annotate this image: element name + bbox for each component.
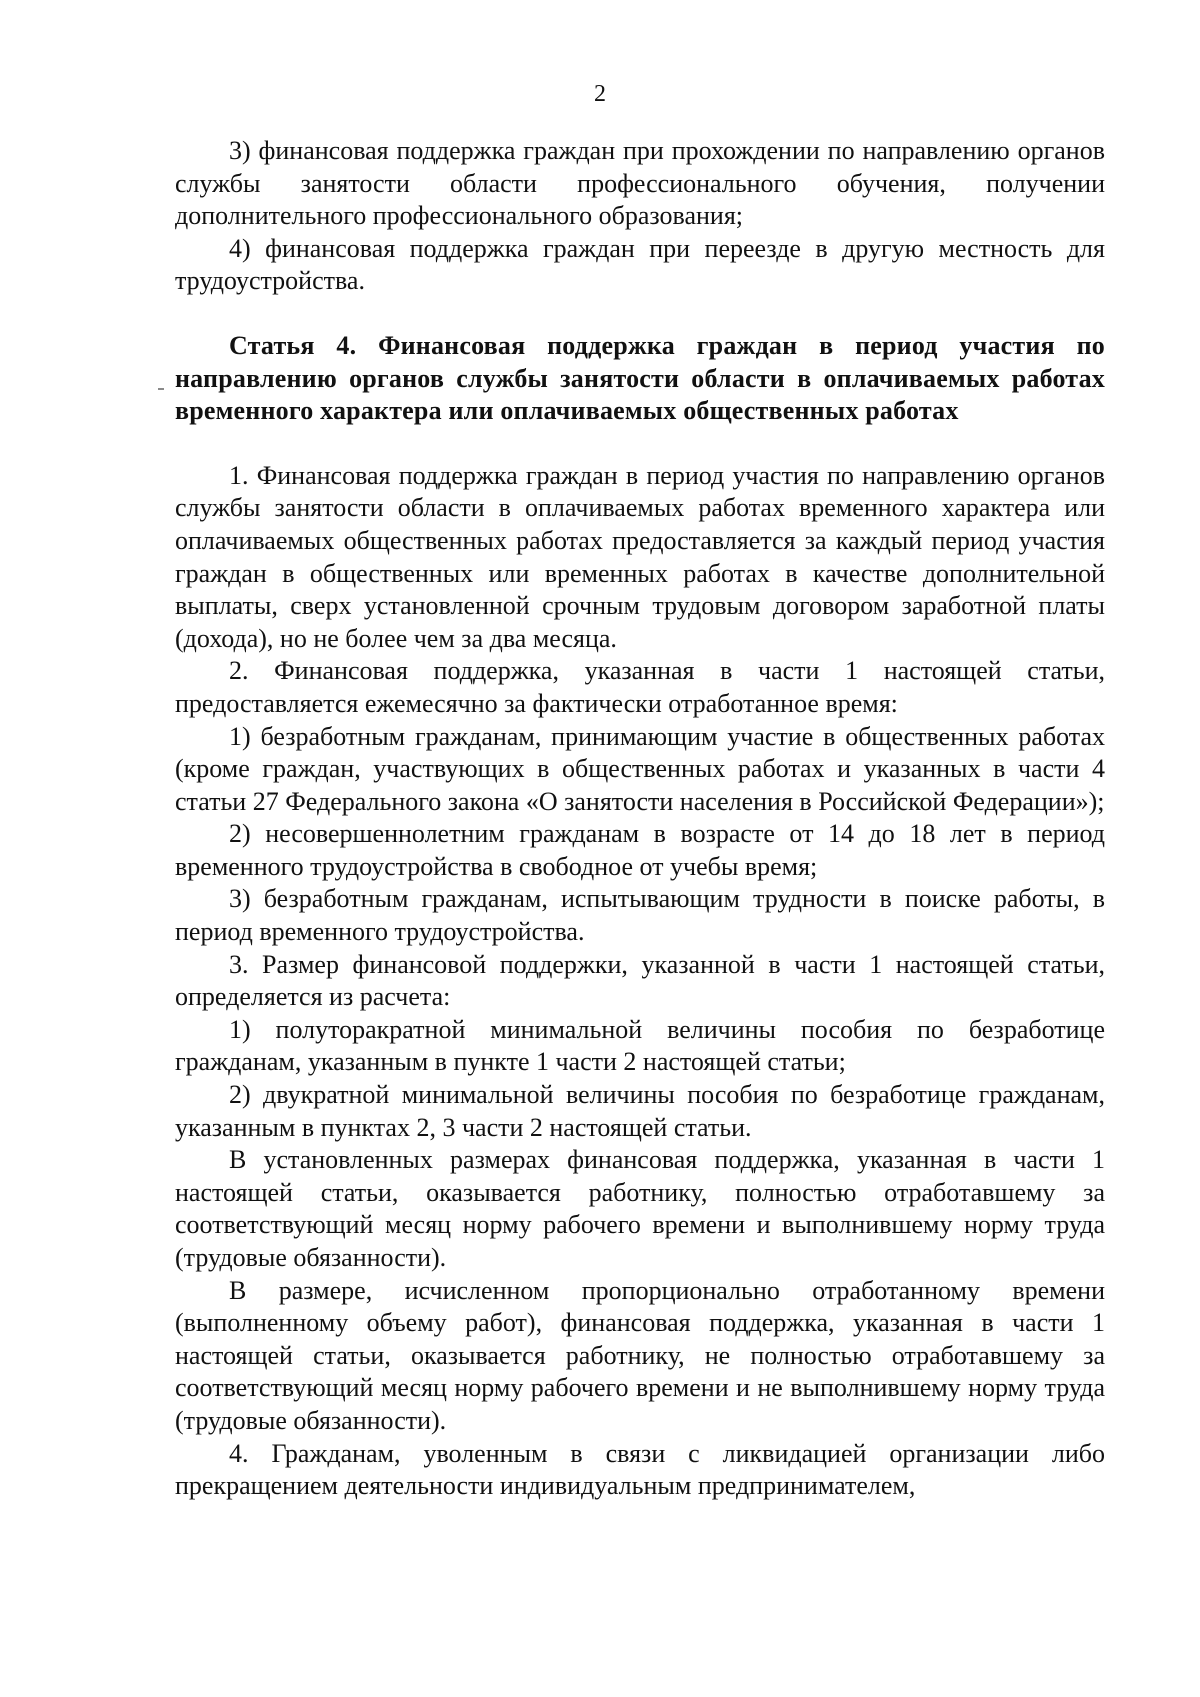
paragraph-item-4: 4) финансовая поддержка граждан при переезде в другую местность для трудоустройства. bbox=[175, 233, 1105, 296]
article-4-part-2: 2. Финансовая поддержка, указанная в части 1 настоящей статьи, предоставляется ежемесячно за фактически отработанное время: bbox=[175, 656, 1105, 718]
article-4-part-1: 1. Финансовая поддержка граждан в период участия по направлению органов службы занятости области в оплачиваемых работах временного характера или оплачиваемых общественных работах предоставляется за каждый период участия граждан в общественных или временных работах в качестве дополнительной выплаты, сверх установленной срочным трудовым договором заработной платы (дохода), но не более чем за два месяца. bbox=[175, 460, 1105, 653]
paragraph-item-3: 3) финансовая поддержка граждан при прохождении по направлению органов службы занятости области профессионального обучения, получении дополнительного профессионального образования; bbox=[175, 136, 1105, 231]
page-number: 2 bbox=[594, 81, 606, 107]
document-body bbox=[175, 135, 1105, 1503]
article-4-part-2-item-2: 2) несовершеннолетним гражданам в возрасте от 14 до 18 лет в период временного трудоустройства в свободное от учебы время; bbox=[175, 819, 1105, 881]
article-4-part-4: 4. Гражданам, уволенным в связи с ликвидацией организации либо прекращением деятельности индивидуальным предпринимателем, bbox=[175, 1438, 1105, 1501]
article-4-part-3-proportional-paragraph: В размере, исчисленном пропорционально отработанному времени (выполненному объему работ), финансовая поддержка, указанная в части 1 настоящей статьи, оказывается работнику, не полностью отработавшему за соответствующий месяц норму рабочего времени и не выполнившему норму труда (трудовые обязанности). bbox=[175, 1275, 1105, 1435]
scan-mark bbox=[158, 388, 164, 390]
article-4-part-2-item-1: 1) безработным гражданам, принимающим участие в общественных работах (кроме граждан, участвующих в общественных работах и указанных в части 4 статьи 27 Федерального закона «О занятости населения в Российской Федерации»); bbox=[175, 721, 1105, 816]
article-4-part-3: 3. Размер финансовой поддержки, указанной в части 1 настоящей статьи, определяется из расчета: bbox=[175, 949, 1105, 1012]
article-4-part-2-item-3: 3) безработным гражданам, испытывающим трудности в поиске работы, в период временного трудоустройства. bbox=[175, 884, 1105, 947]
article-4-part-3-item-2: 2) двукратной минимальной величины пособия по безработице гражданам, указанным в пунктах 2, 3 части 2 настоящей статьи. bbox=[175, 1080, 1105, 1142]
article-4-part-3-full-paragraph: В установленных размерах финансовая поддержка, указанная в части 1 настоящей статьи, оказывается работнику, полностью отработавшему за соответствующий месяц норму рабочего времени и выполнившему норму труда (трудовые обязанности). bbox=[175, 1145, 1105, 1272]
article-4-heading: Статья 4. Финансовая поддержка граждан в период участия по направлению органов службы занятости области в оплачиваемых работах временного характера или оплачиваемых общественных работах bbox=[175, 330, 1105, 426]
article-4-part-3-item-1: 1) полуторакратной минимальной величины пособия по безработице гражданам, указанным в пункте 1 части 2 настоящей статьи; bbox=[175, 1014, 1105, 1077]
